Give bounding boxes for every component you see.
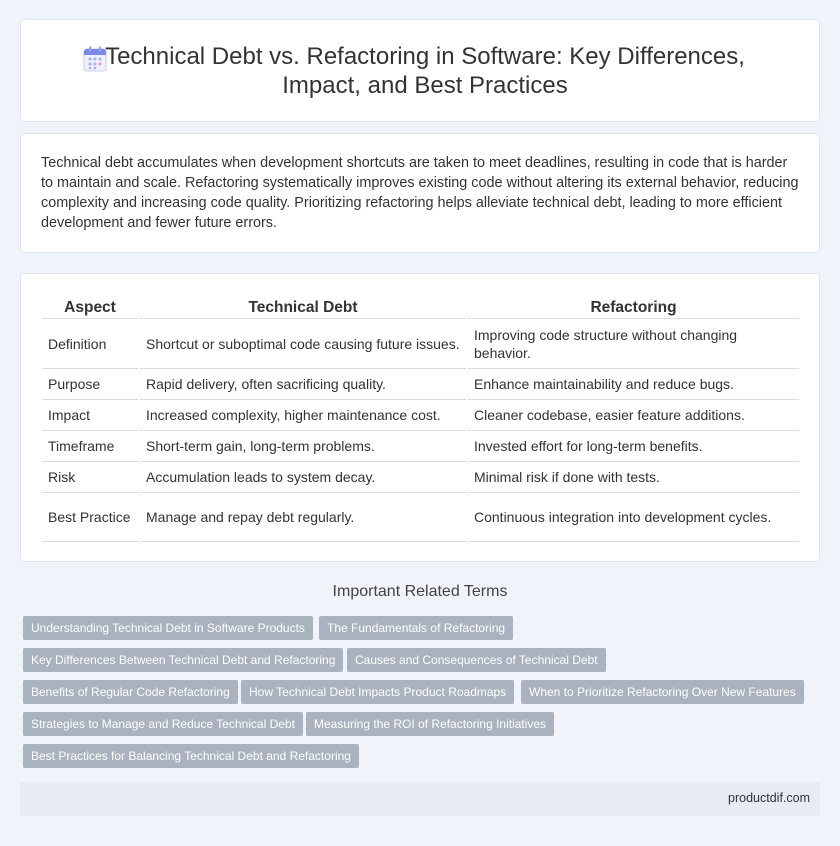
page-title: Technical Debt vs. Refactoring in Software: Key Differences, Impact, and Best Practices <box>105 42 745 99</box>
related-term-tag[interactable]: Strategies to Manage and Reduce Technical Debt <box>23 712 303 736</box>
aspect-cell: Timeframe <box>42 431 138 462</box>
footer <box>20 782 820 816</box>
refactoring-cell: Minimal risk if done with tests. <box>468 462 799 493</box>
debt-cell: Shortcut or suboptimal code causing future issues. <box>140 319 466 369</box>
table-row <box>42 319 799 369</box>
refactoring-cell: Continuous integration into development cycles. <box>468 493 799 542</box>
related-term-tag[interactable]: Causes and Consequences of Technical Debt <box>347 648 606 672</box>
table-row <box>42 400 799 431</box>
debt-cell: Accumulation leads to system decay. <box>140 462 466 493</box>
column-header-refactoring: Refactoring <box>468 295 799 319</box>
related-term-tag[interactable]: Key Differences Between Technical Debt and Refactoring <box>23 648 343 672</box>
column-header-technical-debt: Technical Debt <box>140 295 466 319</box>
related-terms-heading: Important Related Terms <box>332 583 508 600</box>
debt-cell: Manage and repay debt regularly. <box>140 493 466 542</box>
comparison-table <box>42 295 799 542</box>
aspect-cell: Impact <box>42 400 138 431</box>
table-header-row <box>42 295 799 319</box>
related-term-tag[interactable]: Best Practices for Balancing Technical Debt and Refactoring <box>23 744 359 768</box>
comparison-card <box>20 273 820 562</box>
table-row <box>42 369 799 400</box>
aspect-cell: Definition <box>42 319 138 369</box>
title-card <box>20 19 820 122</box>
refactoring-cell: Cleaner codebase, easier feature additions. <box>468 400 799 431</box>
related-term-tag[interactable]: Measuring the ROI of Refactoring Initiatives <box>306 712 554 736</box>
table-row <box>42 462 799 493</box>
debt-cell: Short-term gain, long-term problems. <box>140 431 466 462</box>
aspect-cell: Risk <box>42 462 138 493</box>
debt-cell: Increased complexity, higher maintenance cost. <box>140 400 466 431</box>
table-row <box>42 431 799 462</box>
debt-cell: Rapid delivery, often sacrificing quality. <box>140 369 466 400</box>
refactoring-cell: Invested effort for long-term benefits. <box>468 431 799 462</box>
related-term-tag[interactable]: The Fundamentals of Refactoring <box>319 616 513 640</box>
related-term-tag[interactable]: Understanding Technical Debt in Software Products <box>23 616 313 640</box>
related-term-tag[interactable]: How Technical Debt Impacts Product Roadmaps <box>241 680 514 704</box>
refactoring-cell: Improving code structure without changing behavior. <box>468 319 799 369</box>
footer-site-link[interactable]: productdif.com <box>728 791 810 805</box>
related-term-tag[interactable]: Benefits of Regular Code Refactoring <box>23 680 238 704</box>
aspect-cell: Best Practice <box>42 493 138 542</box>
aspect-cell: Purpose <box>42 369 138 400</box>
refactoring-cell: Enhance maintainability and reduce bugs. <box>468 369 799 400</box>
column-header-aspect: Aspect <box>42 295 138 319</box>
table-row <box>42 493 799 542</box>
intro-text: Technical debt accumulates when development shortcuts are taken to meet deadlines, resulting in code that is harder to maintain and scale. Refactoring systematically improves existing code without altering its external behavior, reducing complexity and increasing code quality. Prioritizing refactoring helps alleviate technical debt, leading to more efficient development and fewer future errors. <box>41 155 799 231</box>
intro-card <box>20 133 820 253</box>
related-term-tag[interactable]: When to Prioritize Refactoring Over New Features <box>521 680 804 704</box>
